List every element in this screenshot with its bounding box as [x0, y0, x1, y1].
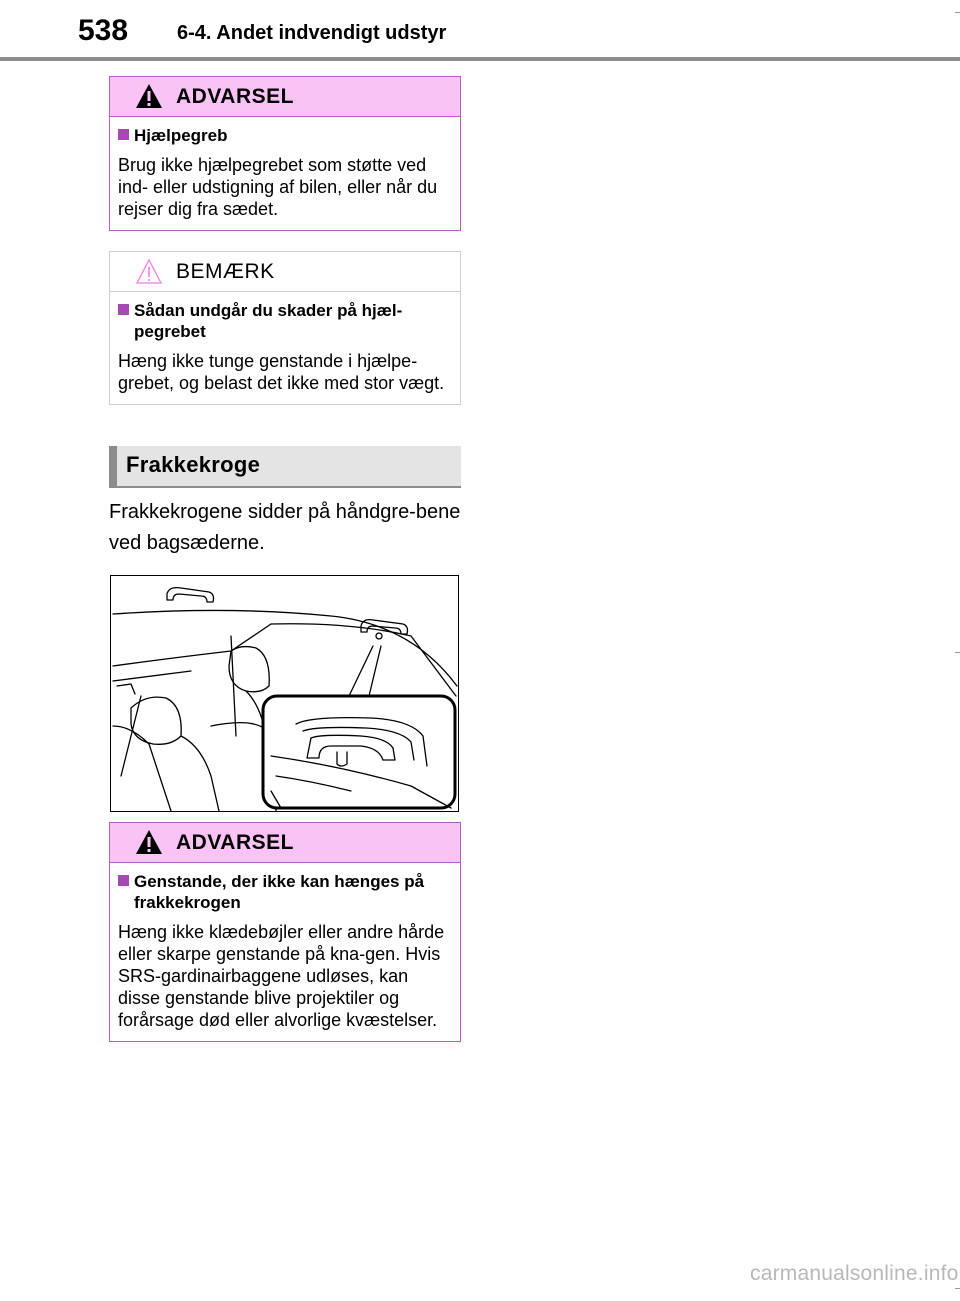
warning-title: ADVARSEL — [176, 85, 294, 108]
watermark: carmanualsonline.info — [750, 1262, 959, 1285]
notice-header — [110, 252, 460, 292]
section-title: 6-4. Andet indvendigt udstyr — [177, 22, 447, 44]
warning-triangle-icon — [135, 83, 163, 109]
warning-text: Hæng ikke klædebøjler eller andre hårde eller skarpe genstande på kna-gen. Hvis SRS-gardinairbaggene udløses, kan disse genstande blive projektiler og forårsage død eller alvorlige kvæstelser. — [118, 922, 445, 1030]
warning-body — [110, 863, 460, 1041]
notice-subheading — [118, 300, 446, 342]
crop-mark — [955, 1288, 960, 1289]
warning-header — [110, 77, 460, 117]
coat-hook-illustration — [110, 575, 459, 812]
notice-text: Hæng ikke tunge genstande i hjælpe-grebet, og belast det ikke med stor vægt. — [118, 351, 445, 393]
section-paragraph: Frakkekrogene sidder på håndgre-bene ved bagsæderne. — [109, 501, 461, 554]
crop-mark — [955, 12, 960, 13]
notice-body — [110, 292, 460, 404]
car-interior-drawing — [111, 576, 458, 811]
caution-triangle-outline-icon — [135, 258, 163, 284]
bullet-square-icon — [118, 129, 129, 140]
crop-mark — [955, 652, 960, 653]
section-heading-label: Frakkekroge — [126, 452, 261, 477]
warning-subheading — [118, 871, 446, 913]
heading-accent — [109, 446, 117, 486]
warning-subheading-text: Genstande, der ikke kan hænges på frakkekrogen — [134, 872, 425, 912]
warning-header — [110, 823, 460, 863]
header-rule — [0, 57, 960, 61]
notice-box-grab-handle — [109, 251, 461, 405]
section-heading — [109, 446, 461, 488]
bullet-square-icon — [118, 875, 129, 886]
bullet-square-icon — [118, 304, 129, 315]
notice-title: BEMÆRK — [176, 260, 275, 283]
warning-body — [110, 117, 460, 230]
warning-triangle-icon — [135, 829, 163, 855]
warning-box-grab-handle — [109, 76, 461, 231]
warning-title: ADVARSEL — [176, 831, 294, 854]
warning-subheading — [118, 125, 446, 146]
warning-subheading-text: Hjælpegreb — [134, 126, 228, 145]
warning-text: Brug ikke hjælpegrebet som støtte ved ind- eller udstigning af bilen, eller når du rejser dig fra sædet. — [118, 155, 438, 219]
warning-box-coat-hook — [109, 822, 461, 1042]
notice-subheading-text: Sådan undgår du skader på hjæl-pegrebet — [134, 301, 403, 341]
page-header — [0, 0, 960, 62]
page-number: 538 — [78, 14, 129, 47]
